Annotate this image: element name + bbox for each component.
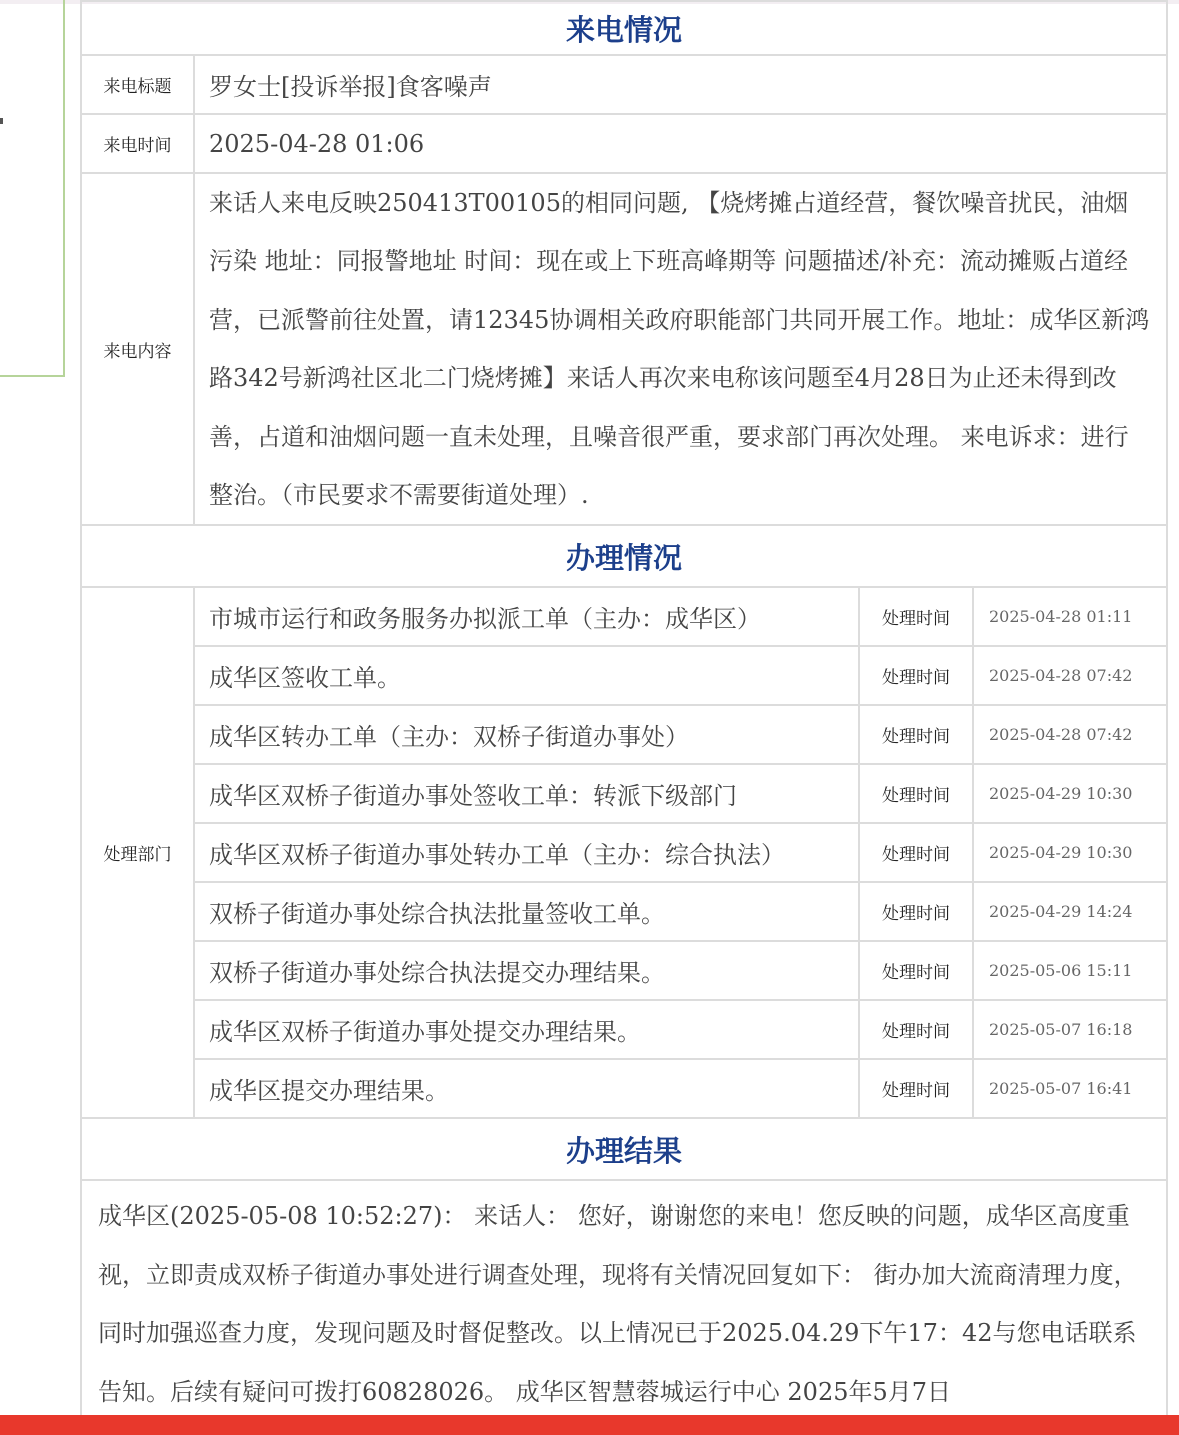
handling-heading: 办理情况 [81,525,1167,587]
handling-step-row [81,1059,1167,1118]
step-time-value: 2025-05-07 16:18 [973,1000,1167,1059]
step-time-value: 2025-04-28 07:42 [973,705,1167,764]
handling-step-row [81,705,1167,764]
step-time-label: 处理时间 [859,941,973,1000]
step-text: 双桥子街道办事处综合执法提交办理结果。 [194,941,859,1000]
result-heading: 办理结果 [81,1118,1167,1180]
step-time-label: 处理时间 [859,882,973,941]
call-time-value: 2025-04-28 01:06 [194,114,1167,173]
handling-step-row [81,882,1167,941]
call-content-value: 来话人来电反映250413T00105的相同问题, 【烧烤摊占道经营，餐饮噪音扰民，油烟污染 地址：同报警地址 时间：现在或上下班高峰期等 问题描述/补充：流动摊贩占道经营，已派警前往处置，请12345协调相关政府职能部门共同开展工作。地址：成华区新鸿路342号新鸿社区北二门烧烤摊】来话人再次来电称该问题至4月28日为止还未得到改善，占道和油烟问题一直未处理，且噪音很严重，要求部门再次处理。 来电诉求：进行整治。（市民要求不需要街道处理）. [194,173,1167,525]
call-content-label: 来电内容 [81,173,194,525]
call-time-label: 来电时间 [81,114,194,173]
step-text: 成华区签收工单。 [194,646,859,705]
step-text: 成华区转办工单（主办：双桥子街道办事处） [194,705,859,764]
step-time-label: 处理时间 [859,1000,973,1059]
step-time-label: 处理时间 [859,587,973,646]
step-time-label: 处理时间 [859,705,973,764]
result-text: 成华区(2025-05-08 10:52:27)： 来话人： 您好，谢谢您的来电！您反映的问题，成华区高度重视，立即责成双桥子街道办事处进行调查处理，现将有关情况回复如下： 街办加大流商清理力度，同时加强巡查力度，发现问题及时督促整改。以上情况已于2025.04.29下午17：42与您电话联系告知。后续有疑问可拨打60828026。 成华区智慧蓉城运行中心 2025年5月7日 [81,1180,1167,1422]
handling-step-row [81,941,1167,1000]
step-text: 成华区双桥子街道办事处签收工单：转派下级部门 [194,764,859,823]
side-marker [0,118,3,124]
step-text: 成华区双桥子街道办事处转办工单（主办：综合执法） [194,823,859,882]
bottom-bar [0,1415,1179,1435]
step-text: 成华区提交办理结果。 [194,1059,859,1118]
handling-step-row [81,587,1167,646]
step-time-value: 2025-05-07 16:41 [973,1059,1167,1118]
step-time-value: 2025-04-29 10:30 [973,823,1167,882]
handling-step-row [81,823,1167,882]
step-time-label: 处理时间 [859,823,973,882]
handling-step-row [81,764,1167,823]
call-title-label: 来电标题 [81,55,194,114]
step-time-value: 2025-04-28 07:42 [973,646,1167,705]
step-time-label: 处理时间 [859,764,973,823]
step-time-label: 处理时间 [859,1059,973,1118]
side-panel-frame [0,0,65,377]
step-time-value: 2025-04-29 14:24 [973,882,1167,941]
step-text: 市城市运行和政务服务办拟派工单（主办：成华区） [194,587,859,646]
handling-step-row [81,1000,1167,1059]
step-time-value: 2025-05-06 15:11 [973,941,1167,1000]
work-order-table [80,0,1168,1423]
step-text: 成华区双桥子街道办事处提交办理结果。 [194,1000,859,1059]
call-info-heading: 来电情况 [81,1,1167,55]
step-time-value: 2025-04-29 10:30 [973,764,1167,823]
step-time-value: 2025-04-28 01:11 [973,587,1167,646]
call-title-value: 罗女士[投诉举报]食客噪声 [194,55,1167,114]
handling-step-row [81,646,1167,705]
step-time-label: 处理时间 [859,646,973,705]
step-text: 双桥子街道办事处综合执法批量签收工单。 [194,882,859,941]
handling-dept-label: 处理部门 [81,587,194,1118]
